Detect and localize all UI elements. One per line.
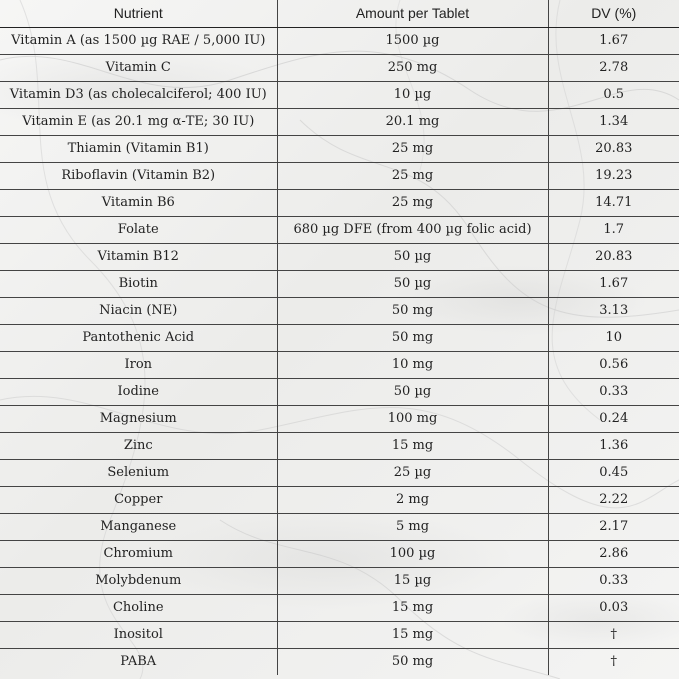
amount-cell: 5 mg <box>277 514 548 541</box>
amount-cell: 2 mg <box>277 487 548 514</box>
table-row <box>0 487 679 514</box>
amount-cell: 50 µg <box>277 271 548 298</box>
table-row <box>0 82 679 109</box>
dv-cell: 0.24 <box>548 406 679 433</box>
table-row <box>0 298 679 325</box>
dv-cell: 1.67 <box>548 271 679 298</box>
nutrient-name-cell: Vitamin B12 <box>0 244 277 271</box>
table-row <box>0 541 679 568</box>
dv-cell: 2.17 <box>548 514 679 541</box>
dv-cell: † <box>548 622 679 649</box>
dv-cell: 1.34 <box>548 109 679 136</box>
table-row <box>0 163 679 190</box>
nutrient-name-cell: Riboflavin (Vitamin B2) <box>0 163 277 190</box>
table-row <box>0 433 679 460</box>
dv-cell: 0.03 <box>548 595 679 622</box>
amount-cell: 10 µg <box>277 82 548 109</box>
amount-cell: 10 mg <box>277 352 548 379</box>
table-row <box>0 514 679 541</box>
dv-cell: 14.71 <box>548 190 679 217</box>
nutrient-name-cell: Choline <box>0 595 277 622</box>
dv-column-header: DV (%) <box>548 0 679 28</box>
amount-cell: 15 mg <box>277 595 548 622</box>
dv-cell: 2.78 <box>548 55 679 82</box>
table-row <box>0 271 679 298</box>
table-row <box>0 190 679 217</box>
dv-cell: 3.13 <box>548 298 679 325</box>
nutrient-column-header: Nutrient <box>0 0 277 28</box>
table-row <box>0 352 679 379</box>
dv-cell: 0.33 <box>548 379 679 406</box>
amount-cell: 100 µg <box>277 541 548 568</box>
amount-cell: 25 mg <box>277 136 548 163</box>
amount-cell: 50 mg <box>277 325 548 352</box>
nutrient-name-cell: Niacin (NE) <box>0 298 277 325</box>
nutrient-name-cell: Vitamin C <box>0 55 277 82</box>
amount-cell: 25 mg <box>277 190 548 217</box>
dv-cell: 0.56 <box>548 352 679 379</box>
dv-cell: 19.23 <box>548 163 679 190</box>
nutrient-name-cell: Magnesium <box>0 406 277 433</box>
nutrient-name-cell: Vitamin D3 (as cholecalciferol; 400 IU) <box>0 82 277 109</box>
nutrient-name-cell: Biotin <box>0 271 277 298</box>
nutrient-name-cell: Selenium <box>0 460 277 487</box>
table-header-row <box>0 0 679 28</box>
dv-cell: 1.7 <box>548 217 679 244</box>
nutrient-name-cell: Vitamin E (as 20.1 mg α-TE; 30 IU) <box>0 109 277 136</box>
table-row <box>0 28 679 55</box>
dv-cell: 1.36 <box>548 433 679 460</box>
dv-cell: 10 <box>548 325 679 352</box>
amount-cell: 15 mg <box>277 433 548 460</box>
table-row <box>0 325 679 352</box>
table-row <box>0 595 679 622</box>
dv-cell: 20.83 <box>548 136 679 163</box>
nutrient-name-cell: Zinc <box>0 433 277 460</box>
nutrient-name-cell: Iodine <box>0 379 277 406</box>
nutrient-name-cell: Folate <box>0 217 277 244</box>
amount-cell: 25 mg <box>277 163 548 190</box>
amount-cell: 1500 µg <box>277 28 548 55</box>
table-row <box>0 406 679 433</box>
nutrient-name-cell: Molybdenum <box>0 568 277 595</box>
table-row <box>0 379 679 406</box>
nutrient-name-cell: PABA <box>120 654 157 669</box>
amount-cell: 50 µg <box>277 244 548 271</box>
amount-cell: 680 µg DFE (from 400 µg folic acid) <box>277 217 548 244</box>
amount-cell: 50 µg <box>277 379 548 406</box>
nutrient-name-cell: Iron <box>0 352 277 379</box>
dv-cell: 1.67 <box>548 28 679 55</box>
dv-cell: 2.86 <box>548 541 679 568</box>
amount-cell: 25 µg <box>277 460 548 487</box>
table-row <box>0 217 679 244</box>
amount-cell: 250 mg <box>277 55 548 82</box>
table-row <box>0 244 679 271</box>
nutrient-name-cell: Pantothenic Acid <box>0 325 277 352</box>
nutrient-name-cell: Inositol <box>0 622 277 649</box>
table-row <box>0 649 679 676</box>
dv-cell: 2.22 <box>548 487 679 514</box>
nutrient-name-cell: Copper <box>0 487 277 514</box>
table-row <box>0 568 679 595</box>
table-row <box>0 55 679 82</box>
table-row <box>0 622 679 649</box>
table-row <box>0 109 679 136</box>
dv-cell: 0.5 <box>548 82 679 109</box>
dv-cell: 20.83 <box>548 244 679 271</box>
dv-cell: 0.45 <box>548 460 679 487</box>
amount-cell: 20.1 mg <box>277 109 548 136</box>
amount-column-header: Amount per Tablet <box>277 0 548 28</box>
nutrient-name-cell: Vitamin B6 <box>0 190 277 217</box>
dv-cell: 0.33 <box>548 568 679 595</box>
nutrient-name-cell: Chromium <box>0 541 277 568</box>
amount-cell: 100 mg <box>277 406 548 433</box>
table-row <box>0 136 679 163</box>
nutrient-name-cell: Vitamin A (as 1500 µg RAE / 5,000 IU) <box>0 28 277 55</box>
nutrient-rows <box>0 28 679 676</box>
nutrient-name-cell: Thiamin (Vitamin B1) <box>0 136 277 163</box>
amount-cell: 15 mg <box>277 622 548 649</box>
nutrient-name-cell: Manganese <box>0 514 277 541</box>
amount-cell: 50 mg <box>277 298 548 325</box>
amount-cell: 50 mg <box>277 649 548 676</box>
dv-cell: † <box>548 649 679 676</box>
amount-cell: 15 µg <box>277 568 548 595</box>
table-row <box>0 460 679 487</box>
